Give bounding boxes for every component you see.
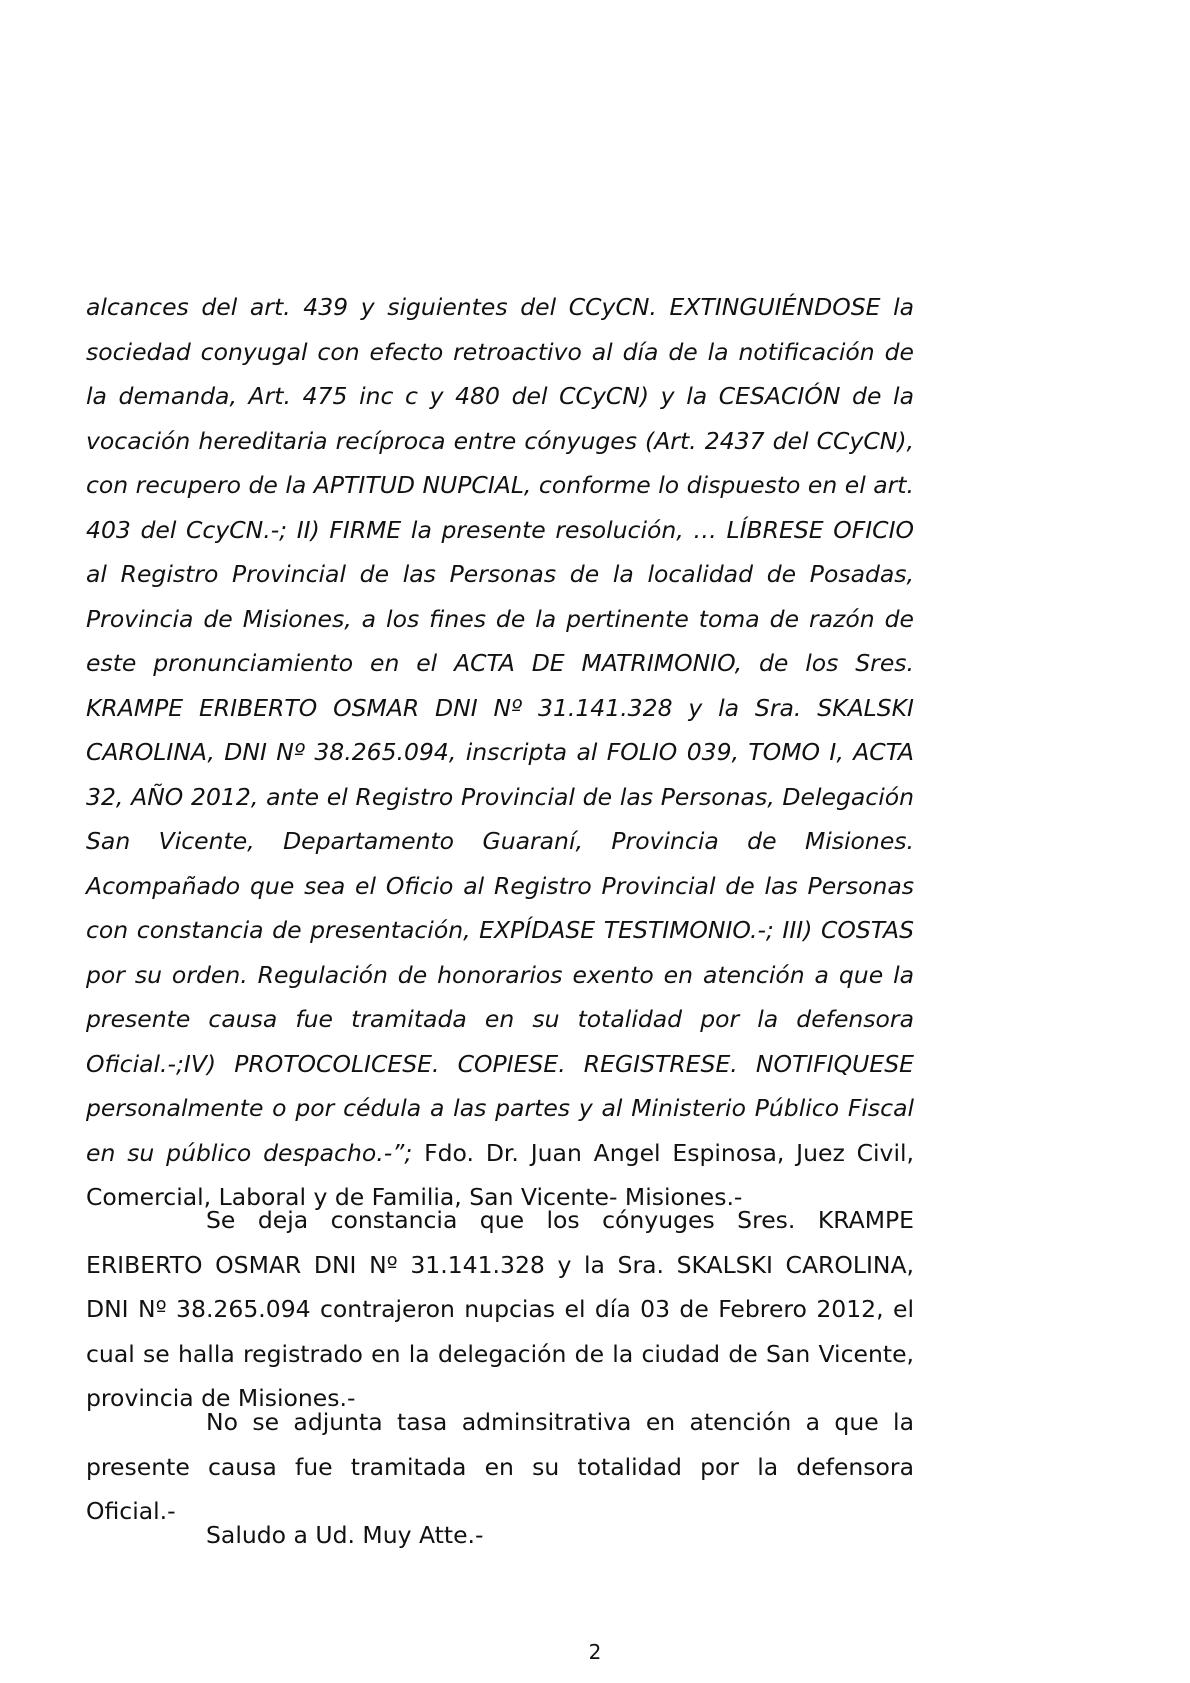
page-number: 2 — [588, 1640, 602, 1664]
closing-salutation: Saludo a Ud. Muy Atte.- — [206, 1521, 484, 1549]
fee-exemption-paragraph: No se adjunta tasa adminsitrativa en atención a que la presente causa fue tramitada en su totalidad por la defensora Oficial.- — [86, 1408, 914, 1525]
resolution-quote-text: alcances del art. 439 y siguientes del CCyCN. EXTINGUIÉNDOSE la sociedad conyugal con efecto retroactivo al día de la notificación de la demanda, Art. 475 inc c y 480 del CCyCN) y la CESACIÓN de la vocación hereditaria recíproca entre cónyuges (Art. 2437 del CCyCN), con recupero de la APTITUD NUPCIAL, conforme lo dispuesto en el art. 403 del CcyCN.-; II) FIRME la presente resolución, … LÍBRESE OFICIO al Registro Provincial de las Personas de la localidad de Posadas, Provincia de Misiones, a los fines de la pertinente toma de razón de este pronunciamiento en el ACTA DE MATRIMONIO, de los Sres. KRAMPE ERIBERTO OSMAR DNI Nº 31.141.328 y la Sra. SKALSKI CAROLINA, DNI Nº 38.265.094, inscripta al FOLIO 039, TOMO I, ACTA 32, AÑO 2012, ante el Registro Provincial de las Personas, Delegación San Vicente, Departamento Guaraní, Provincia de Misiones. Acompañado que sea el Oficio al Registro Provincial de las Personas con constancia de presentación, EXPÍDASE TESTIMONIO.-; III) COSTAS por su orden. Regulación de honorarios exento en atención a que la presente causa fue tramitada en su totalidad por la defensora Oficial.-;IV) PROTOCOLICESE. COPIESE. REGISTRESE. NOTIFIQUESE personalmente o por cédula a las partes y al Ministerio Público Fiscal en su público despacho.-”; — [86, 293, 914, 1167]
resolution-continuation — [86, 285, 914, 1220]
marriage-record-paragraph: Se deja constancia que los cónyuges Sres. KRAMPE ERIBERTO OSMAR DNI Nº 31.141.328 y la Sra. SKALSKI CAROLINA, DNI Nº 38.265.094 contrajeron nupcias el día 03 de Febrero 2012, el cual se halla registrado en la delegación de la ciudad de San Vicente, provincia de Misiones.- — [86, 1206, 914, 1412]
signature-text: Fdo. Dr. Juan Angel Espinosa, Juez Civil, Comercial, Laboral y de Familia, San Vicente- Misiones.- — [86, 1138, 914, 1211]
